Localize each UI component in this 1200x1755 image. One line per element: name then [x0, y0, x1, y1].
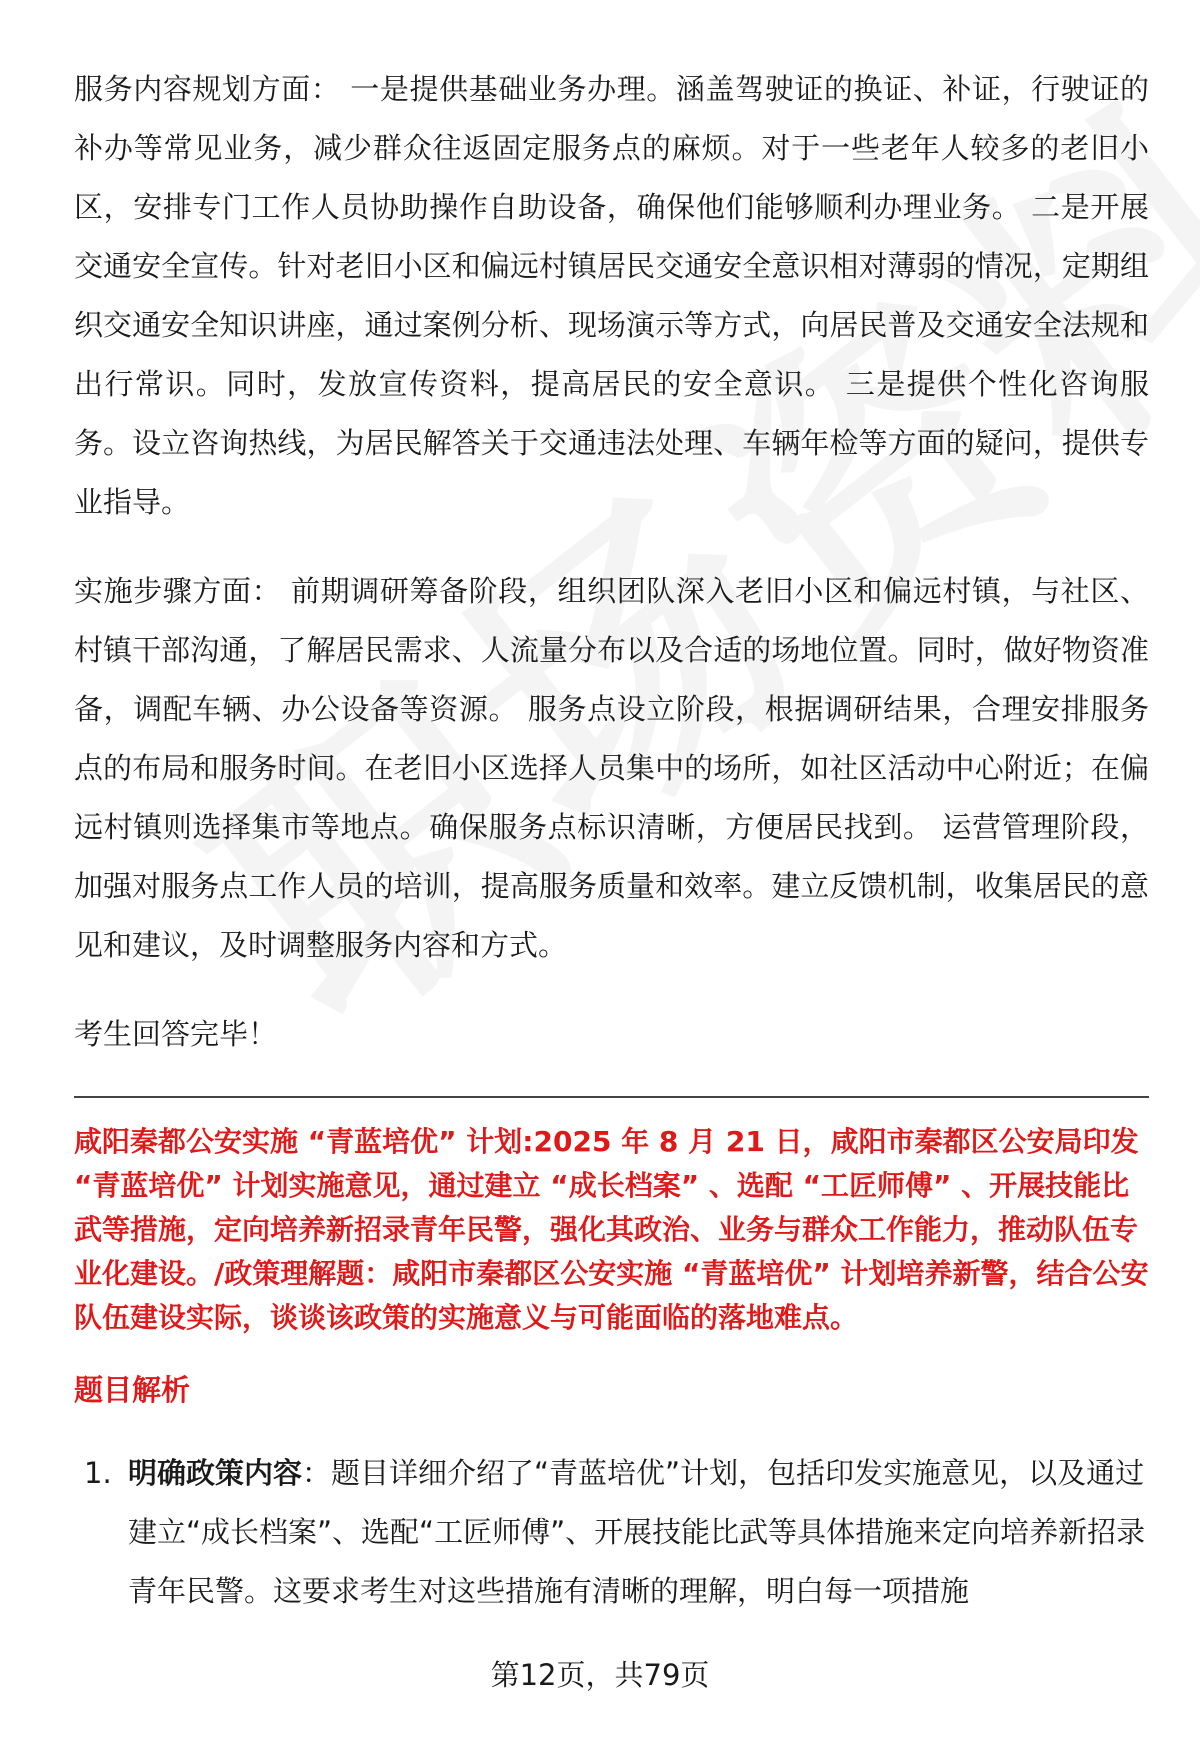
- analysis-item: [74, 1444, 1149, 1621]
- analysis-heading: 题目解析: [74, 1373, 191, 1407]
- question-title: 咸阳秦都公安实施 “青蓝培优” 计划:2025 年 8 月 21 日，咸阳市秦都区公安局印发 “青蓝培优” 计划实施意见，通过建立 “成长档案” 、选配 “工匠师傅” 、开展技能比武等措施，定向培养新招录青年民警，强化其政治、业务与群众工作能力，推动队伍专业化建设。/政策理解题：咸阳市秦都区公安实施 “青蓝培优” 计划培养新警，结合公安队伍建设实际，谈谈该政策的实施意义与可能面临的落地难点。: [74, 1125, 1149, 1334]
- paragraph-answer-complete: 考生回答完毕！: [74, 1017, 278, 1051]
- document-content: [74, 60, 1149, 1621]
- analysis-item-title: 明确政策内容: [128, 1456, 303, 1490]
- paragraph-service-planning: 服务内容规划方面： 一是提供基础业务办理。涵盖驾驶证的换证、补证，行驶证的补办等常见业务，减少群众往返固定服务点的麻烦。对于一些老年人较多的老旧小区，安排专门工作人员协助操作自助设备，确保他们能够顺利办理业务。 二是开展交通安全宣传。针对老旧小区和偏远村镇居民交通安全意识相对薄弱的情况，定期组织交通安全知识讲座，通过案例分析、现场演示等方式，向居民普及交通安全法规和出行常识。同时，发放宣传资料，提高居民的安全意识。 三是提供个性化咨询服务。设立咨询热线，为居民解答关于交通违法处理、车辆年检等方面的疑问，提供专业指导。: [74, 72, 1149, 519]
- section-divider: [74, 1096, 1149, 1098]
- page-number-footer: 第12页，共79页: [490, 1658, 710, 1692]
- list-number: 1.: [84, 1456, 112, 1490]
- paragraph-implementation-steps: 实施步骤方面： 前期调研筹备阶段，组织团队深入老旧小区和偏远村镇，与社区、村镇干部沟通，了解居民需求、人流量分布以及合适的场地位置。同时，做好物资准备，调配车辆、办公设备等资源。 服务点设立阶段，根据调研结果，合理安排服务点的布局和服务时间。在老旧小区选择人员集中的场所，如社区活动中心附近；在偏远村镇则选择集市等地点。确保服务点标识清晰，方便居民找到。 运营管理阶段，加强对服务点工作人员的培训，提高服务质量和效率。建立反馈机制，收集居民的意见和建议，及时调整服务内容和方式。: [74, 574, 1149, 962]
- analysis-item-text: ：题目详细介绍了“青蓝培优”计划，包括印发实施意见，以及通过建立“成长档案”、选配“工匠师傅”、开展技能比武等具体措施来定向培养新招录青年民警。这要求考生对这些措施有清晰的理解，明白每一项措施: [128, 1456, 1146, 1608]
- analysis-list: [74, 1444, 1149, 1621]
